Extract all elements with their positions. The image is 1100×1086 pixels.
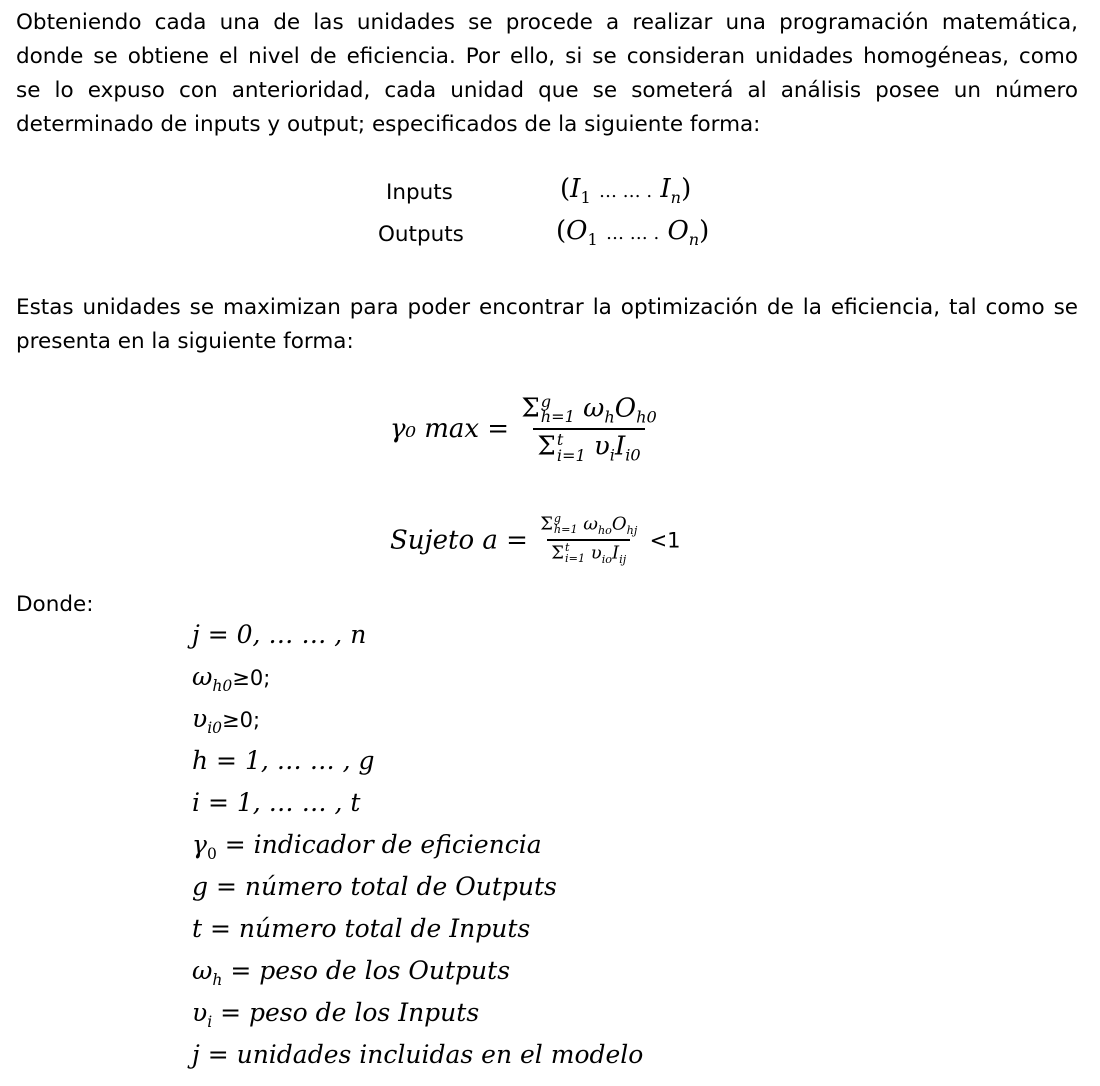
constraint-numerator bbox=[536, 514, 641, 539]
definition-text: = 1, … … , g bbox=[208, 746, 375, 775]
intro-line: donde se obtiene el nivel de eficiencia. Por ello, si se consideran unidades homogéneas, como bbox=[16, 44, 1078, 69]
definition-symbol: j bbox=[192, 1040, 200, 1069]
definition-item bbox=[192, 914, 530, 943]
definition-symbol: ω bbox=[192, 662, 213, 691]
objective-formula bbox=[390, 394, 661, 464]
objective-numerator bbox=[517, 394, 660, 428]
sum-upper: t bbox=[565, 541, 570, 555]
definition-symbol-sub: i0 bbox=[207, 719, 223, 737]
sum-lower: i=1 bbox=[565, 552, 586, 566]
outputs-label: Outputs bbox=[378, 222, 464, 247]
definition-text: = 0, … … , n bbox=[199, 620, 367, 649]
definition-item bbox=[192, 830, 542, 863]
maximize-line: presenta en la siguiente forma: bbox=[16, 329, 354, 354]
sum-symbol: Σ bbox=[551, 543, 565, 565]
definition-symbol: t bbox=[192, 914, 203, 943]
sum-lower: i=1 bbox=[556, 445, 586, 465]
paren-open: ( bbox=[556, 216, 567, 246]
definition-item bbox=[192, 662, 270, 695]
input-symbol: I bbox=[612, 543, 620, 565]
sum-upper: g bbox=[553, 512, 562, 525]
constraint-denominator bbox=[547, 539, 630, 566]
objective-lhs: γ₀ max = bbox=[390, 414, 510, 445]
output-sub: h0 bbox=[636, 407, 657, 427]
sum-upper: t bbox=[556, 430, 564, 450]
definition-symbol: υ bbox=[192, 998, 208, 1027]
definition-symbol-sub: h bbox=[212, 971, 223, 989]
output-first-sub: 1 bbox=[587, 230, 598, 250]
intro-line: Obteniendo cada una de las unidades se procede a realizar una programación matemática, bbox=[16, 10, 1078, 35]
intro-line: se lo expuso con anterioridad, cada unidad que se someterá al análisis posee un número bbox=[16, 78, 1078, 103]
definition-text: = peso de los Outputs bbox=[222, 956, 511, 985]
omega-sub: h bbox=[604, 407, 615, 427]
outputs-expression bbox=[556, 216, 709, 249]
definition-symbol: g bbox=[192, 872, 209, 901]
omega-symbol: ω bbox=[583, 513, 598, 535]
donde-label: Donde: bbox=[16, 592, 94, 617]
sum-lower: h=1 bbox=[553, 522, 578, 536]
input-symbol: I bbox=[614, 431, 626, 462]
definition-text: = indicador de eficiencia bbox=[216, 830, 542, 859]
definition-text: ≥0; bbox=[232, 666, 271, 690]
intro-line: determinado de inputs y output; especificados de la siguiente forma: bbox=[16, 112, 761, 137]
intro-paragraph bbox=[16, 6, 1078, 142]
paren-close: ) bbox=[699, 216, 710, 246]
maximize-paragraph bbox=[16, 291, 1078, 359]
definition-text: = 1, … … , t bbox=[200, 788, 361, 817]
constraint-formula bbox=[390, 514, 681, 567]
input-first-sub: 1 bbox=[580, 188, 591, 208]
upsilon-symbol: υ bbox=[593, 431, 610, 462]
objective-denominator bbox=[533, 428, 644, 464]
definition-item bbox=[192, 620, 366, 649]
inputs-expression bbox=[560, 174, 691, 207]
definition-symbol-sub: h0 bbox=[212, 677, 233, 695]
definition-text: ≥0; bbox=[222, 708, 261, 732]
definition-symbol-sub: 0 bbox=[206, 845, 217, 863]
output-last: O bbox=[667, 216, 689, 246]
definition-item bbox=[192, 998, 479, 1031]
maximize-line: Estas unidades se maximizan para poder encontrar la optimización de la eficiencia, tal como se bbox=[16, 295, 1078, 320]
upsilon-sub: io bbox=[601, 553, 613, 567]
definition-item bbox=[192, 872, 557, 901]
sum-symbol: Σ bbox=[540, 513, 553, 535]
upsilon-symbol: υ bbox=[590, 543, 602, 565]
output-last-sub: n bbox=[688, 230, 700, 250]
input-last-sub: n bbox=[670, 188, 682, 208]
sum-upper: g bbox=[540, 392, 552, 411]
definition-text: = número total de Inputs bbox=[202, 914, 531, 943]
definition-symbol: ω bbox=[192, 956, 213, 985]
definition-text: = peso de los Inputs bbox=[212, 998, 480, 1027]
definition-item bbox=[192, 704, 260, 737]
constraint-rhs: <1 bbox=[649, 528, 681, 553]
definition-symbol-sub: i bbox=[207, 1013, 213, 1031]
omega-symbol: ω bbox=[583, 393, 605, 424]
output-first: O bbox=[566, 216, 588, 246]
paren-open: ( bbox=[560, 174, 571, 204]
ellipsis: … … . bbox=[598, 181, 653, 202]
output-symbol: O bbox=[611, 513, 627, 535]
definition-text: = unidades incluidas en el modelo bbox=[199, 1040, 644, 1069]
output-symbol: O bbox=[614, 393, 637, 424]
output-sub: hj bbox=[626, 524, 638, 538]
input-sub: ij bbox=[619, 553, 627, 567]
inputs-label: Inputs bbox=[386, 180, 453, 205]
definition-item bbox=[192, 956, 510, 989]
ellipsis: … … . bbox=[606, 223, 660, 244]
constraint-lhs: Sujeto a = bbox=[390, 525, 528, 556]
constraint-fraction bbox=[536, 514, 641, 567]
omega-sub: ho bbox=[597, 524, 612, 538]
input-last: I bbox=[660, 174, 671, 204]
sum-lower: h=1 bbox=[540, 407, 575, 427]
input-first: I bbox=[570, 174, 581, 204]
definition-text: = número total de Outputs bbox=[208, 872, 557, 901]
definition-item bbox=[192, 746, 375, 775]
sum-symbol: Σ bbox=[521, 393, 540, 424]
definition-symbol: h bbox=[192, 746, 209, 775]
definition-symbol: γ bbox=[192, 830, 207, 859]
sum-symbol: Σ bbox=[537, 431, 556, 462]
objective-fraction bbox=[517, 394, 660, 464]
upsilon-sub: i bbox=[609, 445, 615, 465]
definition-item bbox=[192, 1040, 643, 1069]
definition-symbol: i bbox=[192, 788, 200, 817]
definition-item bbox=[192, 788, 360, 817]
definition-symbol: υ bbox=[192, 704, 208, 733]
definition-symbol: j bbox=[192, 620, 200, 649]
input-sub: i0 bbox=[625, 445, 641, 465]
paren-close: ) bbox=[681, 174, 692, 204]
